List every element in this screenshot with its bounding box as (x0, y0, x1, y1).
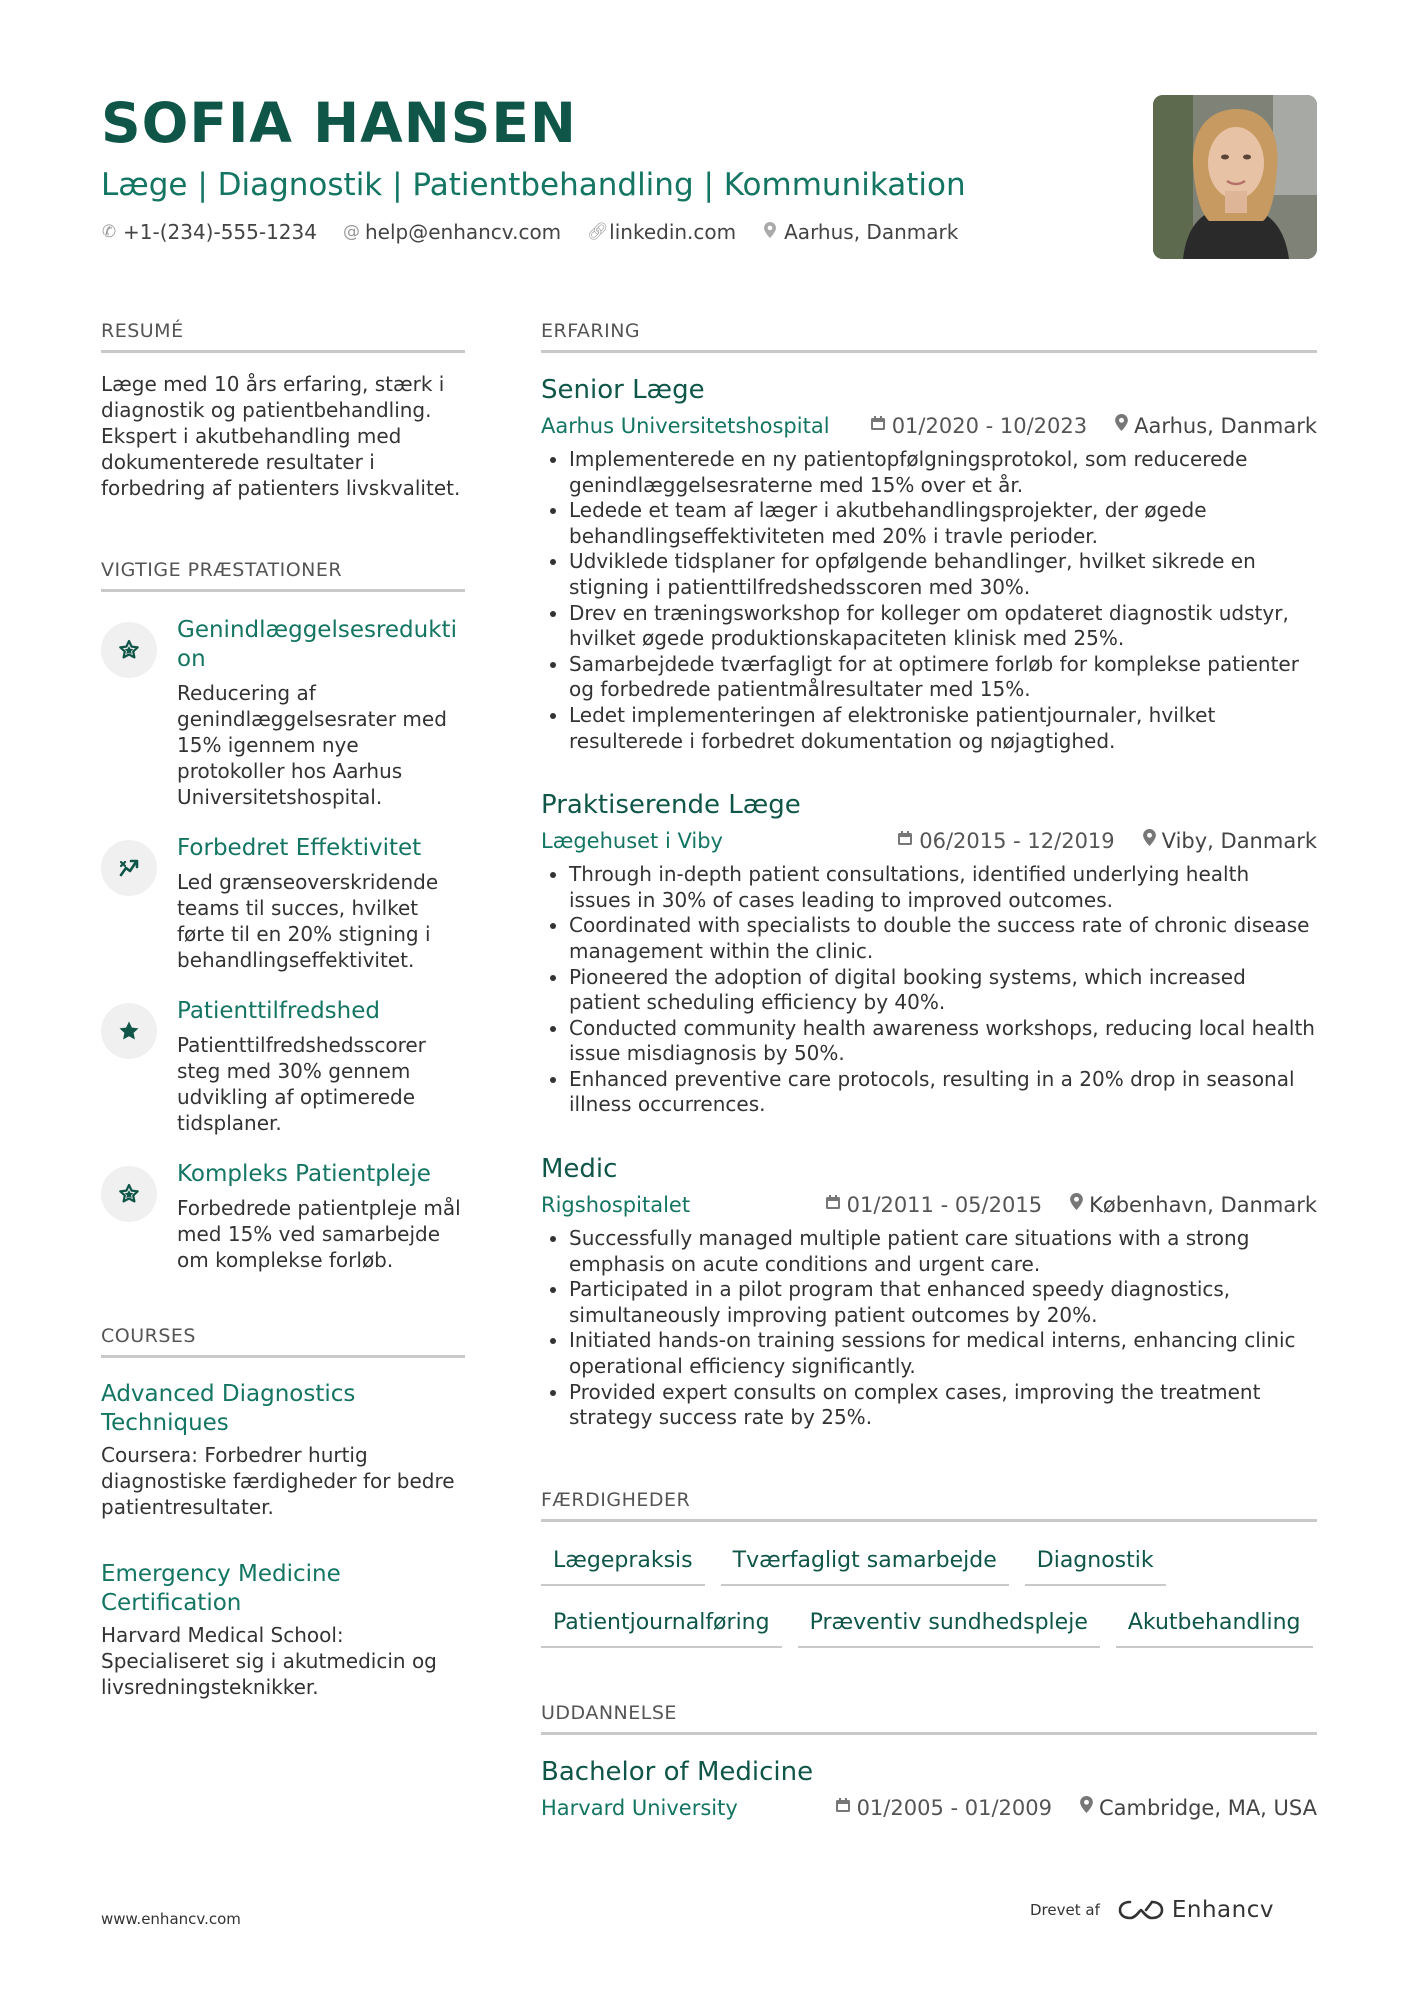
contact-linkedin[interactable] (587, 220, 736, 244)
job-bullet: • Enhanced preventive care protocols, resulting in a 20% drop in seasonal illness occurrences. (569, 1067, 1317, 1118)
achievement-description: Led grænseoverskridende teams til succes, hvilket førte til en 20% stigning i behandlingseffektivitet. (177, 870, 439, 972)
star-outline-icon (101, 622, 157, 678)
job-title: Senior Læge (541, 375, 705, 405)
job-entry (541, 1152, 1317, 1431)
skill-tag: Tværfagligt samarbejde (721, 1542, 1009, 1586)
skills-list (541, 1542, 1317, 1648)
star-icon (101, 1003, 157, 1059)
skill-tag: Akutbehandling (1116, 1604, 1313, 1648)
achievements-section-title: VIGTIGE PRÆSTATIONER (101, 557, 465, 592)
job-location (1115, 411, 1317, 441)
location-text: Aarhus, Danmark (784, 220, 959, 244)
courses-section-title: COURSES (101, 1323, 465, 1358)
achievement-item (101, 616, 465, 810)
trend-arrow-icon (101, 840, 157, 896)
achievement-title: Kompleks Patientpleje (177, 1161, 431, 1187)
job-location-text: København, Danmark (1089, 1193, 1317, 1218)
job-bullet: • Samarbejdede tværfagligt for at optimere forløb for komplekse patienter og forbedrede patientmålresultater med 15%. (569, 652, 1317, 703)
link-icon: 🔗︎ (587, 222, 609, 242)
enhancv-logo[interactable] (1118, 1897, 1274, 1923)
job-company: Rigshospitalet (541, 1193, 691, 1218)
powered-by-text: Drevet af (1030, 1901, 1100, 1919)
job-date (870, 411, 1087, 441)
footer-branding (1030, 1897, 1274, 1923)
calendar-icon (897, 826, 913, 856)
job-bullet: • Conducted community health awareness workshops, reducing local health issue misdiagnosis by 50%. (569, 1016, 1317, 1067)
job-location-text: Aarhus, Danmark (1134, 414, 1317, 438)
contact-location (762, 220, 958, 244)
education-section-title: UDDANNELSE (541, 1700, 1317, 1735)
education-location-text: Cambridge, MA, USA (1098, 1795, 1317, 1820)
profile-photo (1153, 95, 1317, 259)
job-date (825, 1190, 1042, 1220)
job-company: Lægehuset i Viby (541, 829, 723, 854)
skill-tag: Patientjournalføring (541, 1604, 782, 1648)
candidate-tagline: Læge | Diagnostik | Patientbehandling | Kommunikation (101, 167, 966, 203)
job-bullet: • Ledet implementeringen af elektroniske patientjournaler, hvilket resulterede i forbedret dokumentation og nøjagtighed. (569, 703, 1317, 754)
enhancv-logo-text: Enhancv (1171, 1897, 1274, 1923)
resume-header (101, 88, 1151, 244)
summary-section-title: RESUMÉ (101, 318, 465, 353)
course-description: Coursera: Forbedrer hurtig diagnostiske færdigheder for bedre patientresultater. (101, 1443, 455, 1519)
job-bullet: • Coordinated with specialists to double the success rate of chronic disease management within the clinic. (569, 913, 1317, 964)
job-bullets (541, 862, 1317, 1118)
achievement-item (101, 834, 465, 973)
job-bullet: • Udviklede tidsplaner for opfølgende behandlinger, hvilket sikrede en stigning i patienttilfredshedsscoren med 30%. (569, 549, 1317, 600)
job-bullets (541, 447, 1317, 754)
job-location (1070, 1190, 1317, 1220)
achievement-item (101, 997, 465, 1136)
job-date (897, 826, 1114, 856)
achievement-description: Forbedrede patientpleje mål med 15% ved samarbejde om komplekse forløb. (177, 1196, 461, 1272)
footer-website[interactable]: www.enhancv.com (101, 1910, 241, 1928)
achievement-description: Reducering af genindlæggelsesrater med 15% igennem nye protokoller hos Aarhus Universitetshospital. (177, 681, 447, 809)
job-date-text: 01/2011 - 05/2015 (846, 1193, 1043, 1218)
job-bullet: • Through in-depth patient consultations, identified underlying health issues in 30% of cases leading to improved outcomes. (569, 862, 1317, 913)
calendar-icon (870, 411, 886, 441)
job-bullet: • Ledede et team af læger i akutbehandlingsprojekter, der øgede behandlingseffektiviteten med 20% i travle perioder. (569, 498, 1317, 549)
calendar-icon (825, 1190, 841, 1220)
achievement-item (101, 1160, 465, 1273)
linkedin-text: linkedin.com (609, 220, 737, 244)
map-pin-icon (762, 222, 778, 243)
skill-tag: Præventiv sundhedspleje (798, 1604, 1100, 1648)
phone-text: +1-(234)-555-1234 (123, 220, 317, 244)
contact-phone[interactable] (101, 220, 317, 244)
job-date-text: 01/2020 - 10/2023 (891, 414, 1088, 438)
contact-email[interactable] (343, 220, 561, 244)
candidate-name: SOFIA HANSEN (101, 91, 577, 155)
job-bullet: • Successfully managed multiple patient care situations with a strong emphasis on acute conditions and urgent care. (569, 1226, 1317, 1277)
calendar-icon (835, 1793, 851, 1823)
education-entry (541, 1755, 1317, 1823)
job-company: Aarhus Universitetshospital (541, 414, 830, 438)
course-title: Emergency Medicine Certification (101, 1561, 341, 1616)
skill-tag: Lægepraksis (541, 1542, 705, 1586)
skill-tag: Diagnostik (1025, 1542, 1166, 1586)
at-icon: @ (342, 222, 360, 242)
achievement-title: Forbedret Effektivitet (177, 835, 422, 861)
job-bullets (541, 1226, 1317, 1431)
achievement-description: Patienttilfredshedsscorer steg med 30% gennem udvikling af optimerede tidsplaner. (177, 1033, 426, 1135)
job-location (1143, 826, 1317, 856)
job-entry (541, 373, 1317, 754)
right-column (541, 318, 1317, 1823)
education-school: Harvard University (541, 1795, 738, 1820)
enhancv-logo-icon (1118, 1898, 1164, 1922)
map-pin-icon (1115, 411, 1128, 441)
job-title: Medic (541, 1154, 618, 1185)
job-title: Praktiserende Læge (541, 790, 801, 821)
job-bullet: • Pioneered the adoption of digital booking systems, which increased patient scheduling efficiency by 40%. (569, 965, 1317, 1016)
experience-section-title: ERFARING (541, 318, 1317, 353)
education-date-text: 01/2005 - 01/2009 (856, 1795, 1052, 1820)
course-item (101, 1380, 465, 1520)
job-date-text: 06/2015 - 12/2019 (919, 829, 1115, 854)
job-bullet: • Participated in a pilot program that enhanced speedy diagnostics, simultaneously improving patient outcomes by 20%. (569, 1277, 1317, 1328)
achievement-title: Patienttilfredshed (177, 998, 380, 1024)
job-location-text: Viby, Danmark (1161, 829, 1317, 854)
summary-text: Læge med 10 års erfaring, stærk i diagnostik og patientbehandling. Ekspert i akutbehandling med dokumenterede resultater i forbedring af patienters livskvalitet. (101, 372, 461, 500)
star-outline-icon (101, 1166, 157, 1222)
contact-bar (101, 220, 1151, 244)
skills-section-title: FÆRDIGHEDER (541, 1487, 1317, 1522)
email-text: help@enhancv.com (364, 220, 562, 244)
left-column (101, 318, 465, 1700)
course-item (101, 1560, 465, 1700)
course-description: Harvard Medical School: Specialiseret sig i akutmedicin og livsredningsteknikker. (101, 1623, 437, 1699)
phone-icon: ✆ (101, 222, 117, 242)
job-bullet: • Implementerede en ny patientopfølgningsprotokol, som reducerede genindlæggelsesraterne med 15% over et år. (569, 447, 1317, 498)
map-pin-icon (1143, 826, 1156, 856)
education-location (1080, 1793, 1317, 1823)
course-title: Advanced Diagnostics Techniques (101, 1381, 356, 1436)
map-pin-icon (1070, 1190, 1083, 1220)
map-pin-icon (1080, 1793, 1093, 1823)
job-bullet: • Drev en træningsworkshop for kolleger om opdateret diagnostik udstyr, hvilket øgede produktionskapaciteten klinisk med 25%. (569, 601, 1317, 652)
job-entry (541, 788, 1317, 1118)
job-bullet: • Provided expert consults on complex cases, improving the treatment strategy success rate by 25%. (569, 1380, 1317, 1431)
education-date (835, 1793, 1052, 1823)
achievement-title: Genindlæggelsesreduktion (177, 617, 457, 672)
education-degree: Bachelor of Medicine (541, 1756, 814, 1787)
job-bullet: • Initiated hands-on training sessions for medical interns, enhancing clinic operational efficiency significantly. (569, 1328, 1317, 1379)
